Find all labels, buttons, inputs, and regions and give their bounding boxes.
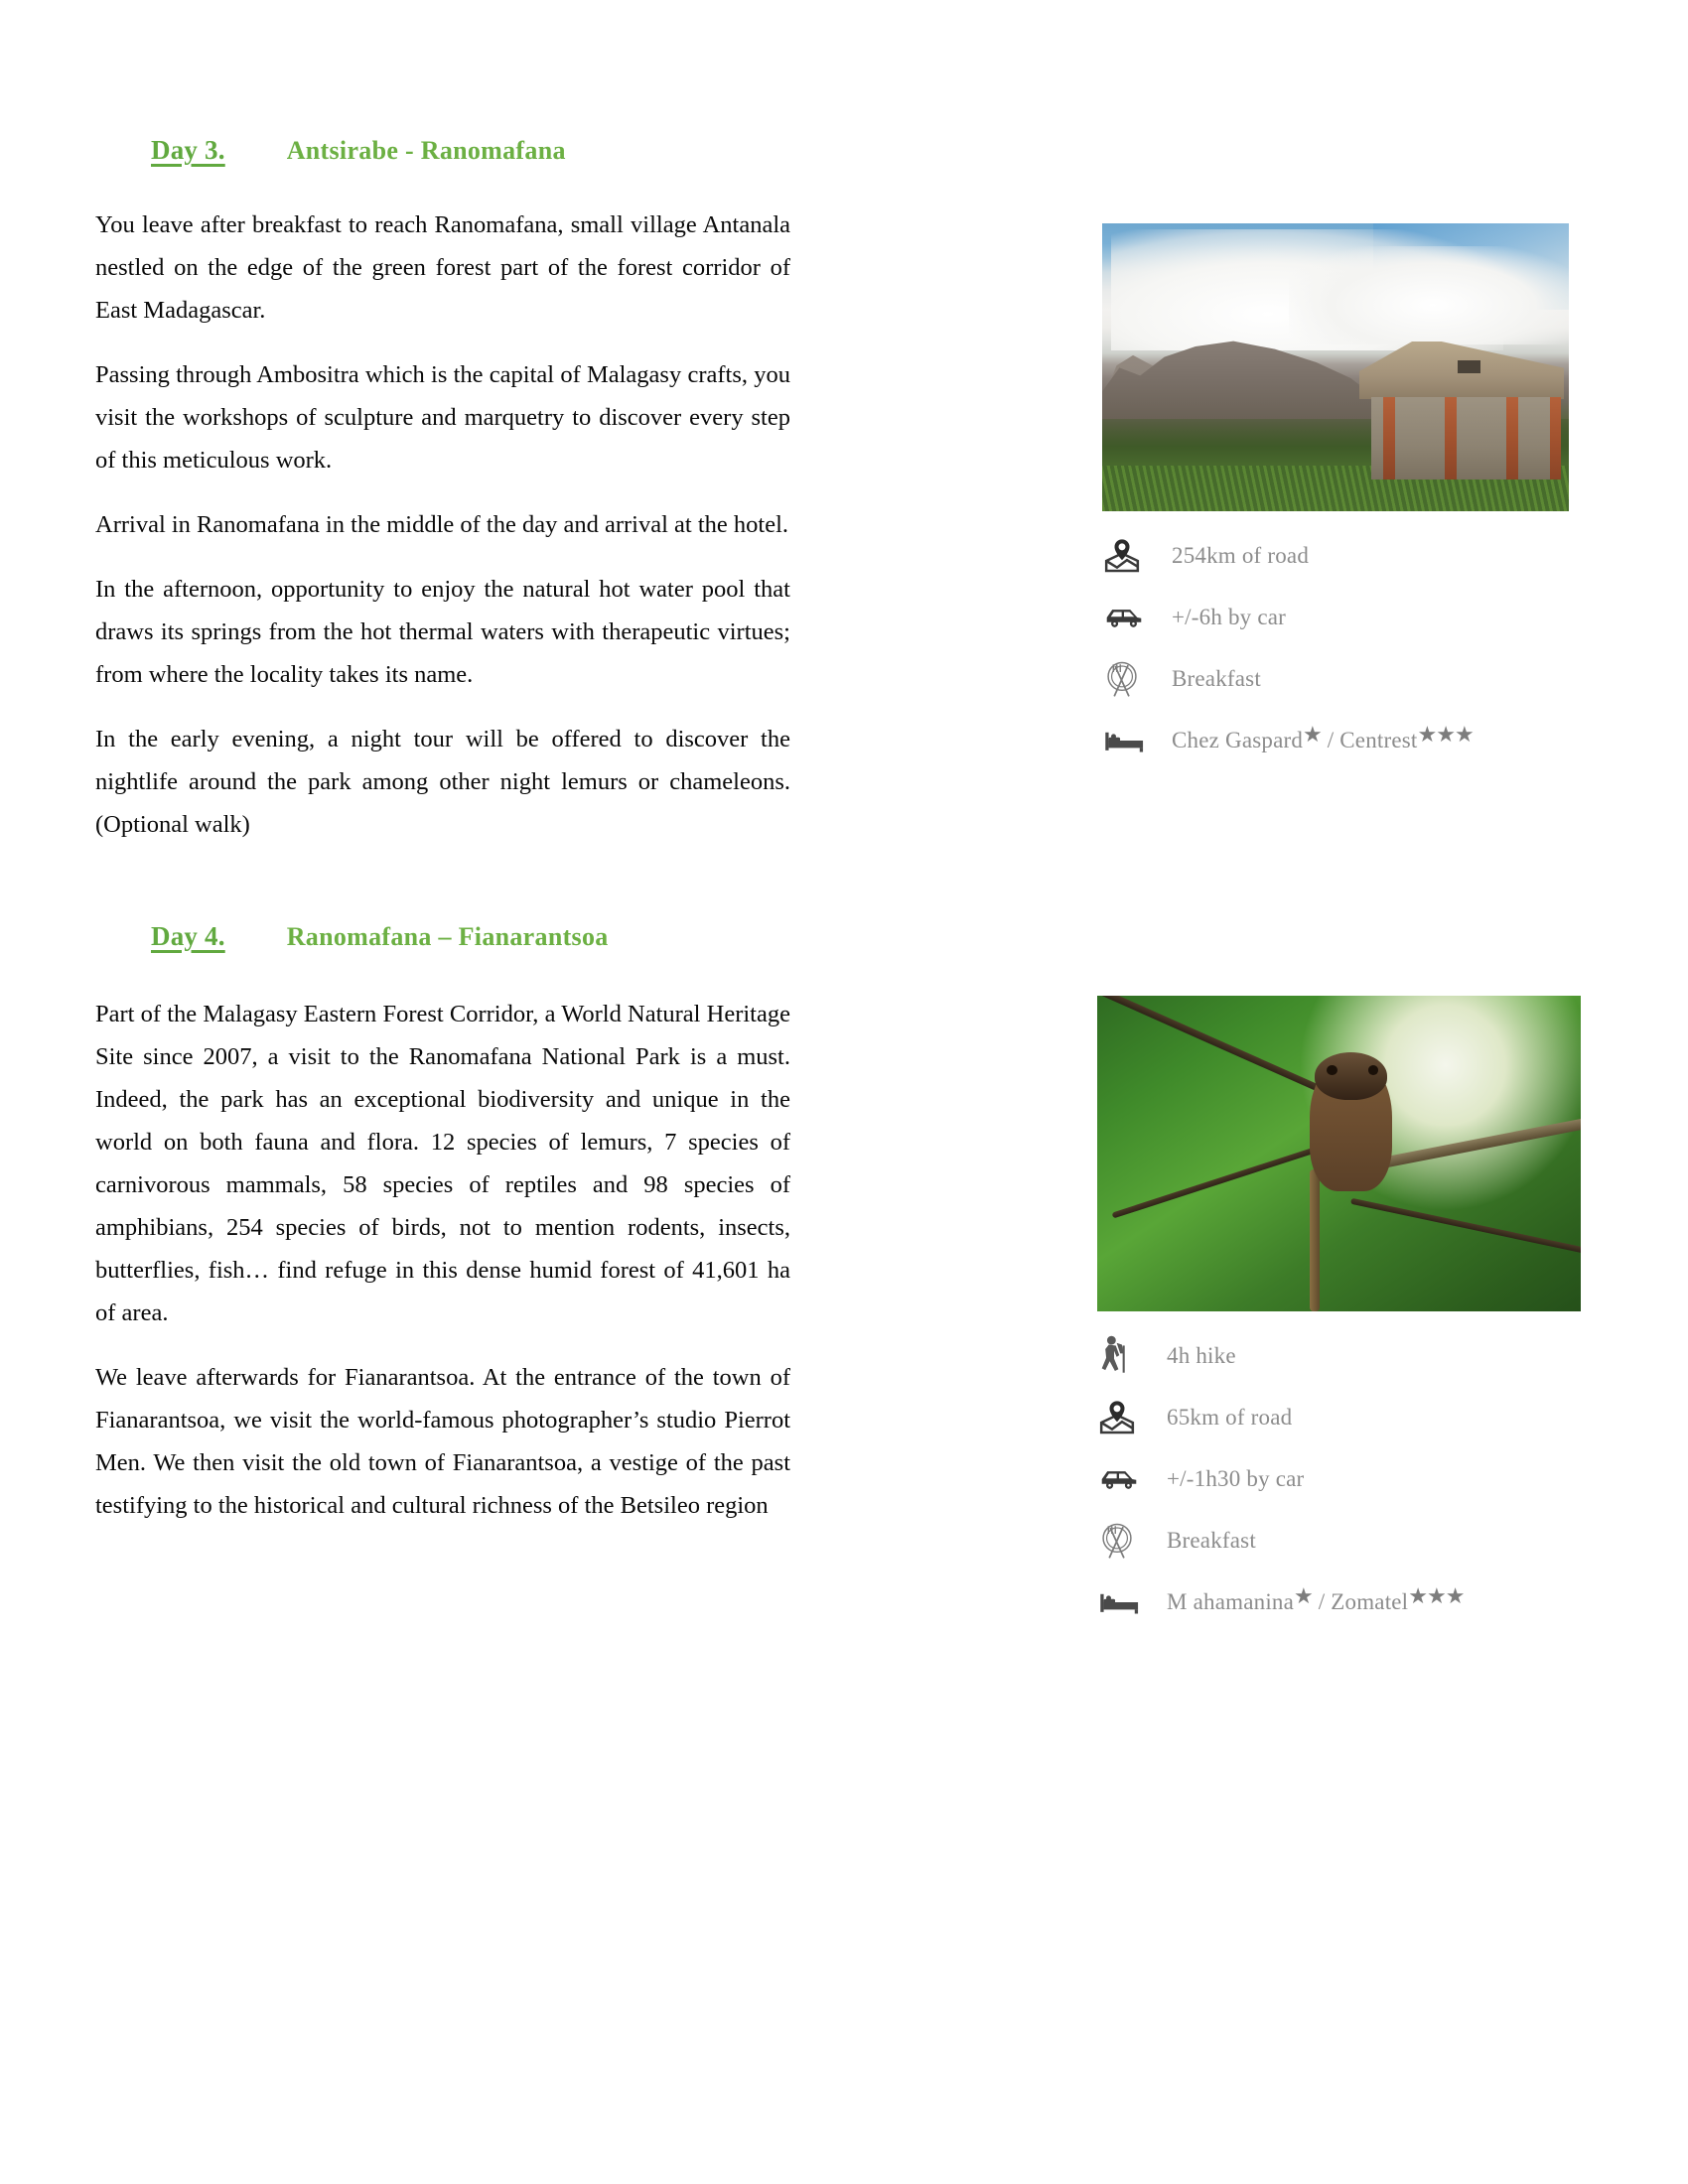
day-label-3: Day 3. (151, 135, 225, 165)
hotel-stars-1: ★ (1294, 1583, 1313, 1608)
info-row-accommodation (1102, 710, 1599, 771)
hotel-separator: / Centrest (1321, 728, 1418, 752)
info-label (1167, 1583, 1465, 1615)
car-icon (1102, 595, 1158, 640)
cloud-shape (1289, 246, 1569, 344)
info-label: 254km of road (1172, 543, 1310, 568)
paragraph: In the early evening, a night tour will be offered to discover the nightlife around the park among other night lemurs or chameleons. (Optional walk) (95, 726, 790, 838)
hotel-stars-1: ★ (1303, 722, 1322, 747)
lemur-head (1315, 1052, 1387, 1100)
thatched-hut (1359, 341, 1565, 479)
paragraph: Part of the Malagasy Eastern Forest Corridor, a World Natural Heritage Site since 2007, a visit to the Ranomafana National Park is a must. Indeed, the park has an exceptional biodiversity and unique in the world on both fauna and flora. 12 species of lemurs, 7 species of carnivorous mammals, 58 species of reptiles and 98 species of amphibians, 254 species of birds, not to mention rodents, insects, butterflies, fish… find refuge in this dense humid forest of 41,601 ha of area. (95, 1001, 790, 1326)
hut-post (1550, 397, 1561, 480)
meal-plate-icon (1102, 656, 1158, 702)
info-label: 65km of road (1167, 1405, 1293, 1430)
paragraph: You leave after breakfast to reach Ranomafana, small village Antanala nestled on the edge of the green forest part of the forest corridor of East Madagascar. (95, 211, 790, 324)
hut-post (1506, 397, 1517, 480)
paragraph: Arrival in Ranomafana in the middle of the day and arrival at the hotel. (95, 511, 789, 538)
meal-plate-icon (1097, 1518, 1153, 1564)
paragraph: We leave afterwards for Fianarantsoa. At the entrance of the town of Fianarantsoa, we visit the world-famous photographer’s studio Pierrot Men. We then visit the old town of Fianarantsoa, a vestige of the past testifying to the historical and cultural richness of the Betsileo region (95, 1364, 790, 1519)
car-icon (1097, 1456, 1153, 1502)
day-3-info-list (1102, 525, 1599, 771)
info-row-meals (1097, 1510, 1594, 1571)
leaf (1393, 1026, 1474, 1088)
info-label: 4h hike (1167, 1343, 1236, 1368)
info-row-meals (1102, 648, 1599, 710)
leaf (1210, 1209, 1323, 1274)
day-3-body (95, 204, 790, 868)
hotel-name-1: M ahamanina (1167, 1589, 1295, 1614)
day-3-sidebar (1102, 223, 1599, 771)
info-label: Breakfast (1167, 1528, 1256, 1553)
info-row-accommodation (1097, 1571, 1594, 1633)
day-heading-3 (151, 135, 566, 166)
map-pin-icon (1097, 1395, 1153, 1440)
leaf (1132, 996, 1217, 1064)
info-row-distance (1097, 1387, 1594, 1448)
info-label: +/-1h30 by car (1167, 1466, 1305, 1491)
bed-icon (1102, 718, 1158, 763)
paragraph: Passing through Ambositra which is the capital of Malagasy crafts, you visit the workshops of sculpture and marquetry to discover every step of this meticulous work. (95, 361, 790, 474)
hotel-name-1: Chez Gaspard (1172, 728, 1304, 752)
hut-post (1383, 397, 1394, 480)
info-row-drive-time (1102, 587, 1599, 648)
info-row-hike (1097, 1325, 1594, 1387)
paragraph: In the afternoon, opportunity to enjoy the natural hot water pool that draws its springs from the hot thermal waters with therapeutic virtues; from where the locality takes its name. (95, 576, 790, 688)
info-row-distance (1102, 525, 1599, 587)
hut-wall (1371, 397, 1556, 480)
hut-post (1445, 397, 1456, 480)
hotel-stars-2: ★★★ (1417, 722, 1474, 747)
map-pin-icon (1102, 533, 1158, 579)
day-title-4: Ranomafana – Fianarantsoa (286, 922, 609, 951)
day-4-photo (1097, 996, 1581, 1311)
info-label: +/-6h by car (1172, 605, 1286, 629)
day-3-photo (1102, 223, 1569, 511)
info-label (1172, 722, 1474, 753)
day-4-sidebar (1097, 996, 1594, 1633)
day-4-info-list (1097, 1325, 1594, 1633)
day-label-4: Day 4. (151, 921, 225, 951)
hut-window (1458, 360, 1480, 373)
day-heading-4 (151, 921, 609, 952)
day-4-body (95, 993, 790, 1549)
info-row-drive-time (1097, 1448, 1594, 1510)
hiker-icon (1097, 1333, 1153, 1379)
day-title-3: Antsirabe - Ranomafana (286, 136, 566, 165)
info-label: Breakfast (1172, 666, 1261, 691)
hotel-stars-2: ★★★ (1408, 1583, 1465, 1608)
leaf (1116, 1078, 1198, 1119)
hotel-separator: / Zomatel (1312, 1589, 1409, 1614)
bed-icon (1097, 1579, 1153, 1625)
